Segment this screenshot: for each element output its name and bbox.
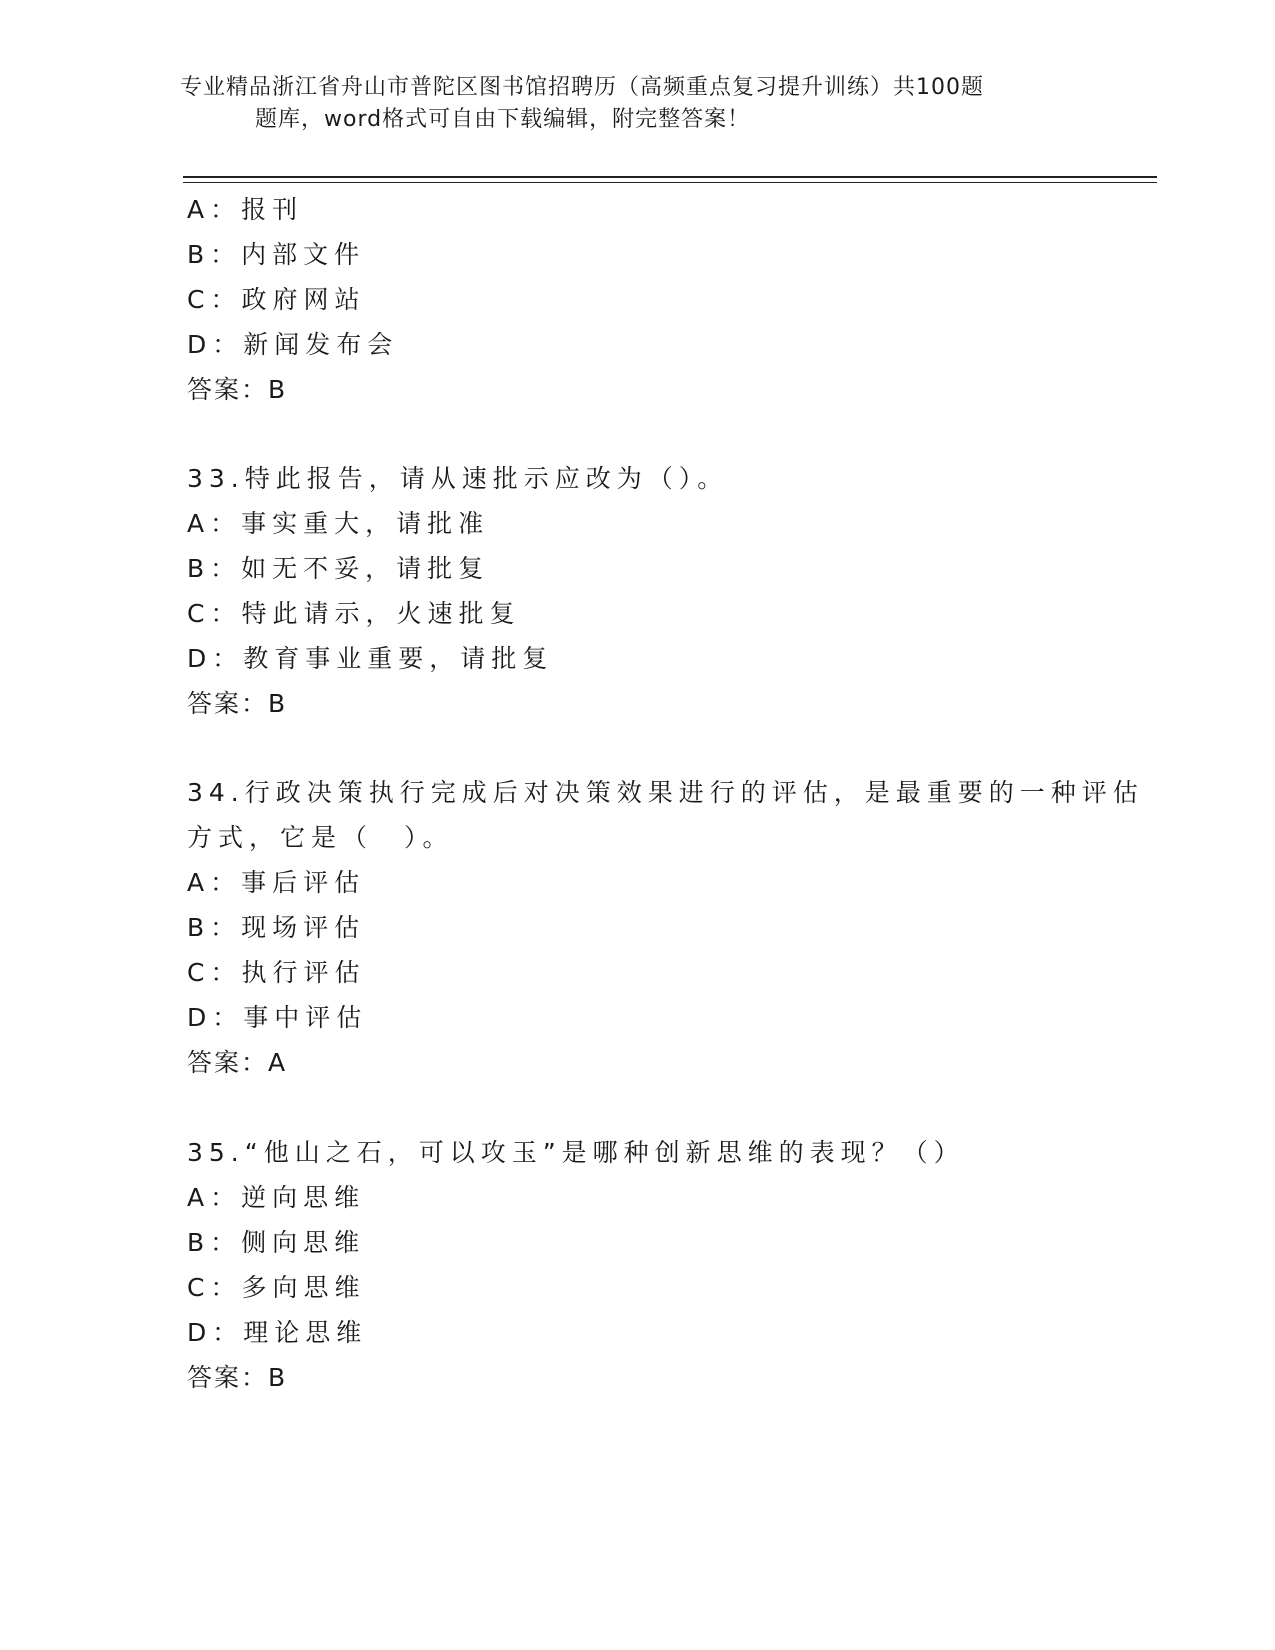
question-stem: 35.“他山之石，可以攻玉”是哪种创新思维的表现？（） xyxy=(187,1138,965,1167)
answer: 答案：B xyxy=(187,1363,288,1392)
question-stem: 33.特此报告，请从速批示应改为（）。 xyxy=(187,464,729,493)
answer: 答案：B xyxy=(187,375,288,404)
option-b: B：侧向思维 xyxy=(187,1228,366,1257)
option-c: C：执行评估 xyxy=(187,958,366,987)
option-c: C：特此请示，火速批复 xyxy=(187,599,521,628)
option-a: A：报刊 xyxy=(187,195,304,224)
answer: 答案：B xyxy=(187,689,288,718)
header-rule-thin xyxy=(183,182,1157,183)
option-d: D：事中评估 xyxy=(187,1003,368,1032)
option-a: A：事后评估 xyxy=(187,868,366,897)
option-d: D：教育事业重要，请批复 xyxy=(187,644,554,673)
option-a: A：事实重大，请批准 xyxy=(187,509,490,538)
option-b: B：如无不妥，请批复 xyxy=(187,554,490,583)
header-line-2: 题库，word格式可自由下载编辑，附完整答案！ xyxy=(255,107,751,132)
header-line-1: 专业精品浙江省舟山市普陀区图书馆招聘历（高频重点复习提升训练）共100题 xyxy=(180,75,984,100)
answer: 答案：A xyxy=(187,1048,288,1077)
document-header xyxy=(180,72,1100,136)
option-d: D：理论思维 xyxy=(187,1318,368,1347)
question-stem-continued: 方式，它是（ ）。 xyxy=(187,823,454,852)
option-d: D：新闻发布会 xyxy=(187,330,399,359)
header-rule-thick xyxy=(183,176,1157,178)
option-a: A：逆向思维 xyxy=(187,1183,366,1212)
question-stem: 34.行政决策执行完成后对决策效果进行的评估，是最重要的一种评估 xyxy=(187,778,1144,807)
option-c: C：政府网站 xyxy=(187,285,366,314)
option-b: B：现场评估 xyxy=(187,913,366,942)
option-c: C：多向思维 xyxy=(187,1273,366,1302)
option-b: B：内部文件 xyxy=(187,240,366,269)
